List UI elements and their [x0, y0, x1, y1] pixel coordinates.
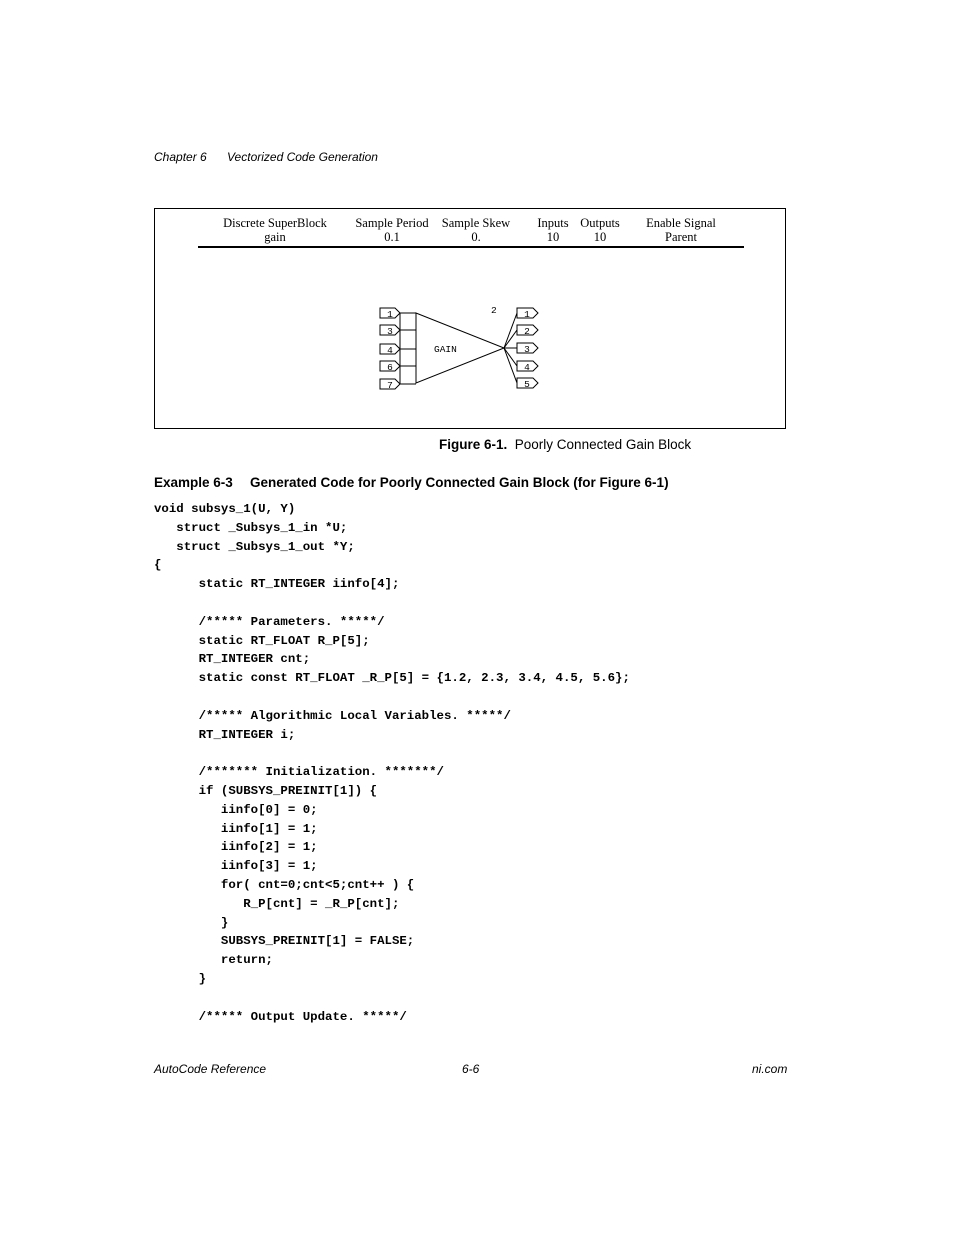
example-heading — [154, 475, 669, 490]
output-port — [517, 361, 538, 373]
input-port — [380, 325, 416, 337]
chapter-label: Chapter 6 — [154, 150, 207, 164]
col-outputs-label: Outputs — [580, 216, 620, 230]
output-port — [517, 325, 538, 337]
input-port-label: 7 — [387, 380, 393, 391]
output-port-label: 4 — [524, 362, 530, 373]
output-port-label: 3 — [524, 344, 530, 355]
col-superblock-value: gain — [264, 230, 286, 244]
input-port — [380, 379, 400, 391]
input-port-label: 3 — [387, 326, 393, 337]
example-label: Example 6-3 — [154, 475, 233, 490]
output-port-label: 1 — [524, 309, 530, 320]
input-port — [380, 308, 400, 320]
col-outputs-value: 10 — [593, 230, 607, 244]
col-superblock-label: Discrete SuperBlock — [223, 216, 327, 230]
output-port — [517, 378, 538, 390]
output-port — [517, 308, 538, 320]
footer-book-title: AutoCode Reference — [154, 1062, 267, 1076]
output-port-label: 5 — [524, 379, 530, 390]
col-sample-skew-value: 0. — [471, 230, 481, 244]
output-port — [517, 343, 538, 355]
example-title: Generated Code for Poorly Connected Gain Block (for Figure 6-1) — [250, 475, 669, 490]
col-sample-skew-label: Sample Skew — [441, 216, 511, 230]
figure-caption-text: Poorly Connected Gain Block — [514, 437, 692, 452]
col-inputs-value: 10 — [546, 230, 560, 244]
figure-box — [154, 208, 786, 429]
col-sample-period-value: 0.1 — [384, 230, 400, 244]
col-enable-signal-label: Enable Signal — [646, 216, 716, 230]
input-port — [380, 344, 416, 356]
col-inputs-label: Inputs — [537, 216, 569, 230]
gain-block-diagram — [155, 209, 785, 428]
figure-caption-label: Figure 6-1. — [439, 437, 508, 452]
input-port-label: 4 — [387, 345, 393, 356]
gain-triangle — [416, 313, 504, 383]
col-sample-period-label: Sample Period — [355, 216, 429, 230]
code-listing: void subsys_1(U, Y) struct _Subsys_1_in *U; struct _Subsys_1_out *Y; { static RT_INTEGER iinfo[4]; /***** Parameters. *****/ static RT_FLOAT R_P[5]; RT_INTEGER cnt; static const RT_FLOAT _R_P[5] = {1.2, 2.3, 3.4, 4.5, 5.6}; /***** Algorithmic Local Variables. *****/ RT_INTEGER i; /******* Initialization. *******/ if (SUBSYS_PREINIT[1]) { iinfo[0] = 0; iinfo[1] = 1; iinfo[2] = 1; iinfo[3] = 1; for( cnt=0;cnt<5;cnt++ ) { R_P[cnt] = _R_P[cnt]; } SUBSYS_PREINIT[1] = FALSE; return; } /***** Output Update. *****/ — [154, 502, 630, 1024]
gain-block-label: GAIN — [434, 344, 457, 355]
figure-caption — [439, 437, 691, 452]
output-port-label: 2 — [524, 326, 530, 337]
input-port-label: 6 — [387, 362, 393, 373]
chapter-title: Vectorized Code Generation — [227, 150, 378, 164]
footer-site: ni.com — [752, 1062, 788, 1076]
input-port-label: 1 — [387, 309, 393, 320]
gain-block-id: 2 — [491, 305, 497, 316]
col-enable-signal-value: Parent — [665, 230, 697, 244]
input-port — [380, 361, 416, 373]
footer-page-number: 6-6 — [462, 1062, 480, 1076]
